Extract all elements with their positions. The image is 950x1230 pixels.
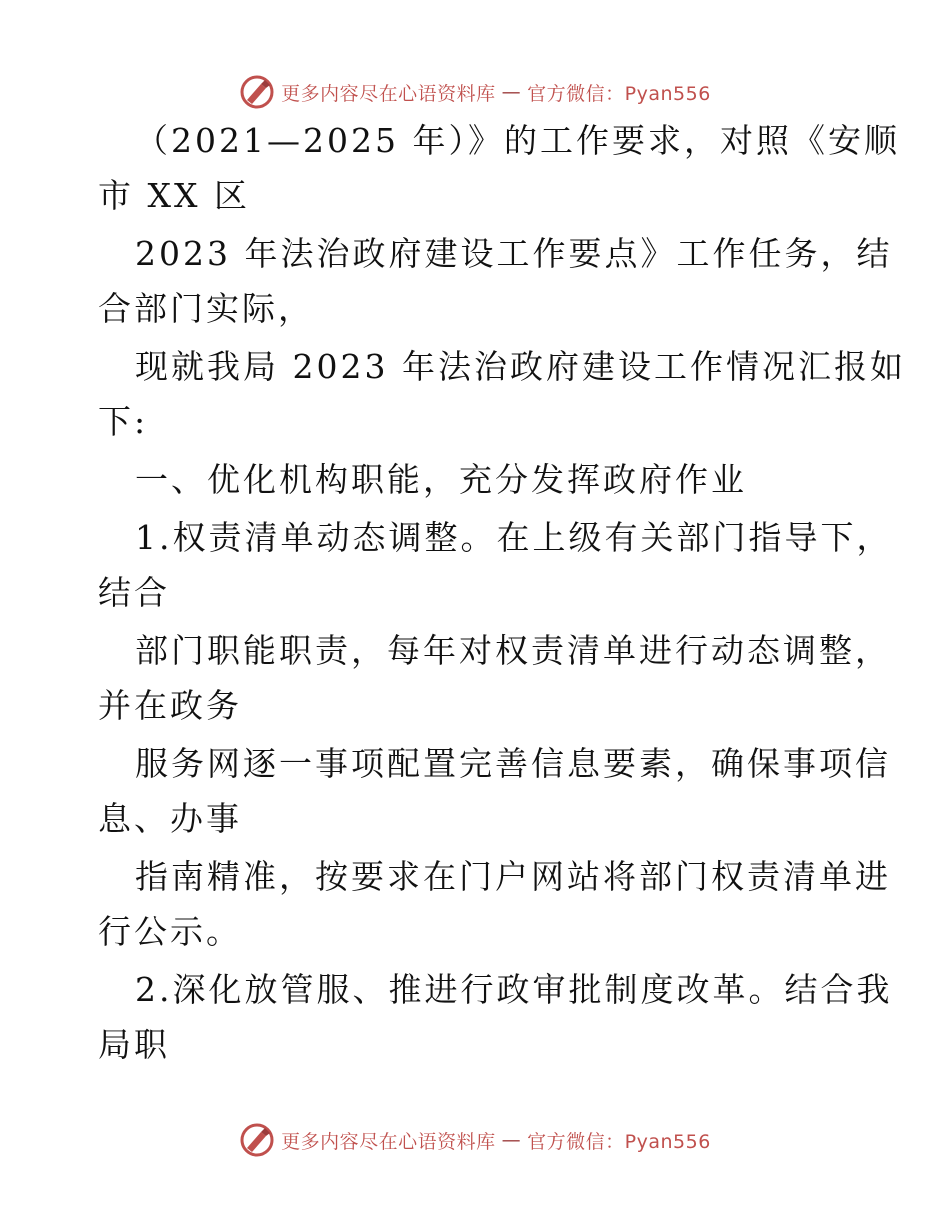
paragraph-line: 2023 年法治政府建设工作要点》工作任务，结 [135, 234, 893, 273]
paragraph-line: 部门职能职责，每年对权责清单进行动态调整， [135, 631, 891, 670]
paragraph-line: 局职 [98, 1025, 170, 1064]
paragraph-line: 息、办事 [98, 799, 242, 838]
paragraph-line: （2021—2025 年）》的工作要求，对照《安顺 [135, 121, 900, 160]
paragraph-line: 下: [98, 402, 149, 441]
paragraph [98, 347, 906, 441]
paragraph [98, 631, 891, 725]
pen-logo-icon [239, 1122, 275, 1158]
paragraph-line: 合部门实际， [98, 289, 314, 328]
footer-watermark [0, 1120, 950, 1160]
paragraph-line: 市 XX 区 [98, 176, 250, 215]
watermark-contact: 官方微信：Pyan556 [527, 1130, 711, 1153]
paragraph-line: 结合 [98, 573, 170, 612]
paragraph [98, 518, 893, 612]
watermark-contact: 官方微信：Pyan556 [527, 82, 711, 105]
pen-logo-icon [239, 74, 275, 110]
paragraph-line: 指南精准，按要求在门户网站将部门权责清单进 [135, 857, 891, 896]
document-body [98, 121, 906, 1064]
paragraph [98, 970, 893, 1064]
paragraph-line: 并在政务 [98, 686, 242, 725]
section-heading [98, 461, 858, 499]
heading-line: 一、优化机构职能，充分发挥政府作业 [135, 460, 747, 499]
paragraph-line: 行公示。 [98, 912, 242, 951]
paragraph-line: 现就我局 2023 年法治政府建设工作情况汇报如 [135, 347, 906, 386]
watermark-text: 更多内容尽在心语资料库 [281, 1130, 496, 1153]
header-watermark [0, 72, 950, 112]
watermark-dash: — [501, 1129, 522, 1151]
paragraph-line: 1.权责清单动态调整。在上级有关部门指导下， [135, 518, 893, 557]
paragraph-line: 2.深化放管服、推进行政审批制度改革。结合我 [135, 970, 893, 1009]
paragraph-line: 服务网逐一事项配置完善信息要素，确保事项信 [135, 744, 891, 783]
paragraph [98, 234, 893, 328]
paragraph [98, 121, 900, 215]
paragraph [98, 857, 891, 951]
watermark-text: 更多内容尽在心语资料库 [281, 82, 496, 105]
watermark-dash: — [501, 81, 522, 103]
paragraph [98, 744, 891, 838]
